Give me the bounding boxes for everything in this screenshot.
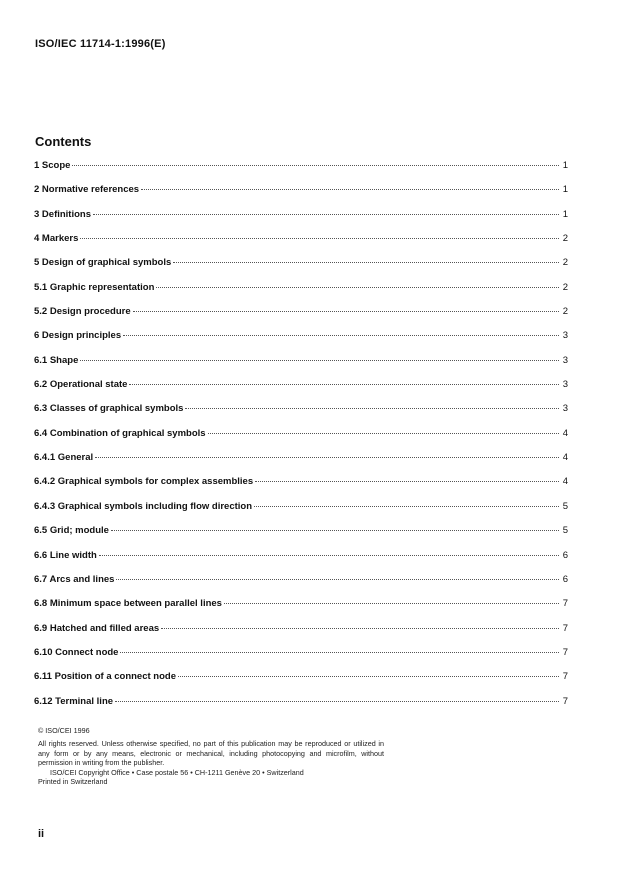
toc-entry-page: 7 <box>562 671 568 683</box>
toc-dot-leader <box>123 335 559 336</box>
toc-entry-label: 1 Scope <box>34 160 71 171</box>
copyright-block <box>38 726 384 786</box>
toc-entry-page: 4 <box>562 476 568 488</box>
toc-entry-label: 6.4.3 Graphical symbols including flow direction <box>34 500 253 512</box>
toc-dot-leader <box>208 433 559 434</box>
toc-entry-page: 4 <box>562 452 568 464</box>
toc-entry[interactable] <box>34 501 568 525</box>
toc-entry[interactable] <box>34 355 568 379</box>
toc-entry-label: 5 Design of graphical symbols <box>34 257 172 269</box>
toc-entry[interactable] <box>34 550 568 574</box>
toc-dot-leader <box>95 457 559 458</box>
toc-entry-page: 3 <box>562 354 568 366</box>
toc-dot-leader <box>99 555 559 556</box>
toc-entry[interactable] <box>34 306 568 330</box>
toc-entry[interactable] <box>34 184 568 208</box>
rights-statement: All rights reserved. Unless otherwise specified, no part of this publication may be reproduced or utilized in any form or by any means, electronic or mechanical, including photocopying and microfilm, without permission in writing from the publisher. <box>38 739 384 768</box>
toc-entry-page: 3 <box>562 403 568 415</box>
toc-entry-page: 1 <box>562 208 568 220</box>
page-number: ii <box>38 828 45 840</box>
toc-entry-page: 5 <box>562 525 568 537</box>
toc-entry[interactable] <box>34 257 568 281</box>
toc-entry[interactable] <box>34 647 568 671</box>
toc-entry-label: 6.6 Line width <box>34 549 97 561</box>
toc-entry[interactable] <box>34 574 568 598</box>
toc-dot-leader <box>141 189 559 190</box>
toc-entry-label: 6.2 Operational state <box>34 379 128 391</box>
toc-entry-page: 3 <box>562 379 568 391</box>
toc-dot-leader <box>111 530 559 531</box>
toc-entry-page: 2 <box>562 233 568 245</box>
toc-entry-page: 2 <box>562 306 568 318</box>
toc-dot-leader <box>93 214 559 215</box>
toc-entry[interactable] <box>34 403 568 427</box>
toc-dot-leader <box>80 238 559 239</box>
toc-entry-label: 6.5 Grid; module <box>34 525 109 537</box>
toc-dot-leader <box>80 360 559 361</box>
toc-entry-label: 5.1 Graphic representation <box>34 281 155 293</box>
toc-entry[interactable] <box>34 476 568 500</box>
toc-dot-leader <box>72 165 559 166</box>
toc-entry-page: 7 <box>562 646 568 658</box>
toc-entry[interactable] <box>34 696 568 720</box>
toc-entry-page: 7 <box>562 622 568 634</box>
toc-entry-label: 6.8 Minimum space between parallel lines <box>34 598 222 610</box>
toc-entry-label: 6.9 Hatched and filled areas <box>34 622 160 634</box>
toc-dot-leader <box>129 384 559 385</box>
toc-entry-label: 6.10 Connect node <box>34 646 119 658</box>
toc-entry-label: 6.4 Combination of graphical symbols <box>34 427 206 439</box>
toc-entry[interactable] <box>34 282 568 306</box>
toc-entry-label: 6.1 Shape <box>34 354 79 366</box>
copyright-office-address: ISO/CEI Copyright Office • Case postale 56 • CH-1211 Genève 20 • Switzerland <box>50 767 304 777</box>
toc-dot-leader <box>120 652 559 653</box>
toc-entry-label: 3 Definitions <box>34 208 92 220</box>
toc-entry-page: 2 <box>562 257 568 269</box>
toc-entry-label: 4 Markers <box>34 233 79 245</box>
toc-entry-label: 6.3 Classes of graphical symbols <box>34 403 184 415</box>
table-of-contents <box>34 160 568 720</box>
toc-entry-label: 6 Design principles <box>34 330 122 342</box>
toc-dot-leader <box>156 287 559 288</box>
toc-entry-page: 6 <box>562 573 568 585</box>
contents-title: Contents <box>35 134 92 149</box>
toc-entry-label: 2 Normative references <box>34 184 140 196</box>
toc-dot-leader <box>178 676 559 677</box>
toc-dot-leader <box>115 701 559 702</box>
toc-entry-page: 7 <box>562 695 568 707</box>
document-header: ISO/IEC 11714-1:1996(E) <box>35 38 166 50</box>
toc-entry-label: 6.4.1 General <box>34 452 94 464</box>
toc-entry[interactable] <box>34 233 568 257</box>
toc-entry[interactable] <box>34 428 568 452</box>
copyright-notice: © ISO/CEI 1996 <box>38 726 90 735</box>
toc-entry[interactable] <box>34 671 568 695</box>
toc-entry-page: 1 <box>562 184 568 196</box>
toc-entry-page: 4 <box>562 427 568 439</box>
toc-entry-page: 5 <box>562 500 568 512</box>
toc-entry[interactable] <box>34 525 568 549</box>
toc-entry[interactable] <box>34 452 568 476</box>
toc-entry-label: 6.12 Terminal line <box>34 695 114 707</box>
toc-entry[interactable] <box>34 160 568 184</box>
printed-in: Printed in Switzerland <box>38 777 108 787</box>
toc-entry[interactable] <box>34 379 568 403</box>
toc-entry-label: 6.11 Position of a connect node <box>34 671 176 683</box>
toc-entry[interactable] <box>34 330 568 354</box>
toc-entry[interactable] <box>34 209 568 233</box>
toc-entry-label: 5.2 Design procedure <box>34 306 131 318</box>
toc-entry-page: 3 <box>562 330 568 342</box>
toc-dot-leader <box>255 481 559 482</box>
toc-entry-label: 6.4.2 Graphical symbols for complex assemblies <box>34 476 254 488</box>
toc-entry-page: 6 <box>562 549 568 561</box>
toc-dot-leader <box>173 262 559 263</box>
toc-entry-page: 1 <box>562 160 568 171</box>
toc-dot-leader <box>185 408 559 409</box>
toc-dot-leader <box>161 628 559 629</box>
toc-entry-label: 6.7 Arcs and lines <box>34 573 115 585</box>
toc-dot-leader <box>254 506 559 507</box>
toc-dot-leader <box>116 579 559 580</box>
toc-dot-leader <box>224 603 559 604</box>
toc-entry[interactable] <box>34 623 568 647</box>
toc-entry[interactable] <box>34 598 568 622</box>
toc-dot-leader <box>133 311 559 312</box>
toc-entry-page: 2 <box>562 281 568 293</box>
toc-entry-page: 7 <box>562 598 568 610</box>
